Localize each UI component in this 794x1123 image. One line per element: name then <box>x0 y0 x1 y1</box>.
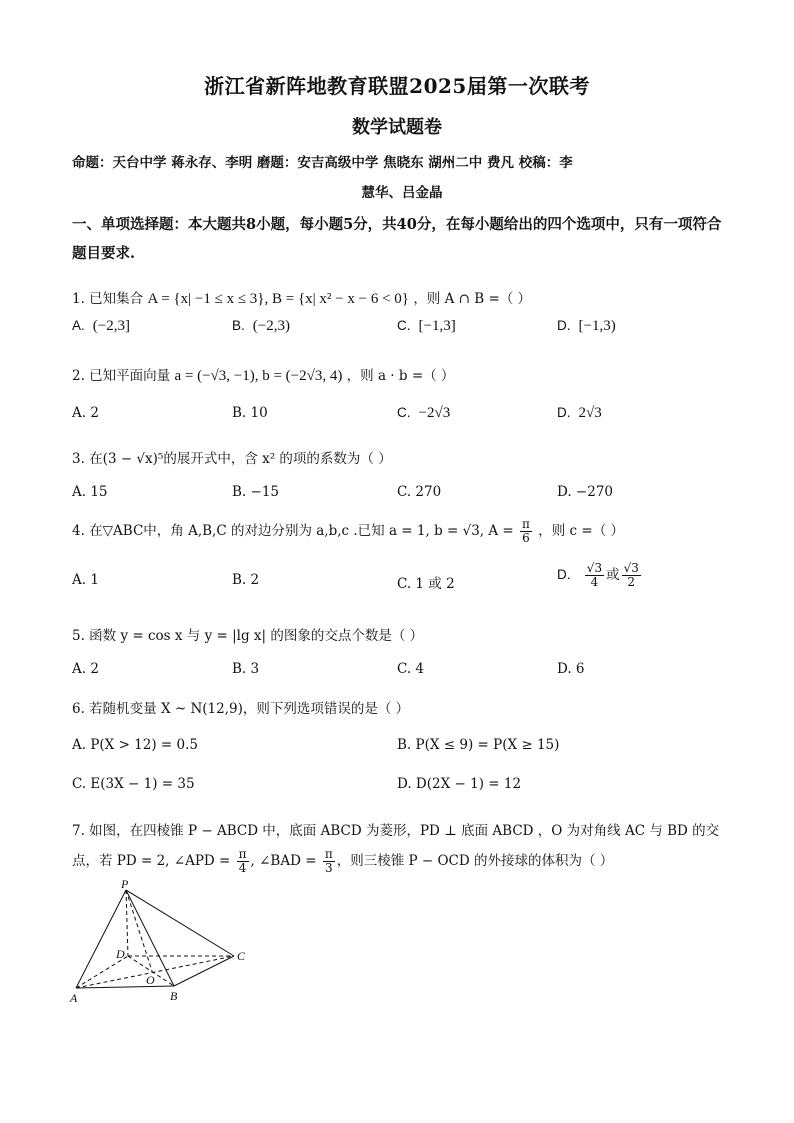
q2-option-d <box>557 405 602 422</box>
question-7 <box>72 816 722 876</box>
label-A: A <box>70 991 78 1005</box>
q3-option-d: D. −270 <box>557 484 614 500</box>
q1-option-b-value: (−2,3) <box>252 318 290 334</box>
q7-line2-mid: , ∠BAD = <box>250 853 317 869</box>
q7-frac1-num: π <box>238 847 247 861</box>
q2-option-c-value: −2√3 <box>418 405 451 421</box>
q4-option-d <box>557 562 643 589</box>
q2-math: a = (−√3, −1), b = (−2√3, 4) <box>174 368 343 384</box>
q1-option-c-value: [−1,3] <box>418 318 456 334</box>
section-title: 一、单项选择题：本大题共8小题，每小题5分，共40分，在每小题给出的四个选项中，只有一项符合题目要求. <box>72 216 722 262</box>
q4-option-d-or: 或 <box>606 567 620 583</box>
q2-option-b: B. 10 <box>232 405 268 421</box>
credits-line1: 命题：天台中学 蒋永存、李明 磨题：安吉高级中学 焦晓东 湖州二中 费凡 校稿：李 <box>72 155 573 171</box>
q4-option-d-letter: D. <box>557 567 571 582</box>
label-C: C <box>237 949 246 963</box>
q1-option-a-letter: A. <box>72 318 85 333</box>
q2-option-c-letter: C. <box>397 405 411 420</box>
q4-fraction <box>520 518 532 545</box>
q4-option-c: C. 1 或 2 <box>397 576 455 592</box>
question-2-options <box>72 405 722 427</box>
edge-PA <box>76 890 126 988</box>
q7-frac1 <box>237 848 249 875</box>
q3-option-a: A. 15 <box>72 484 108 500</box>
q1-option-c <box>397 318 456 335</box>
q4-option-d-frac1 <box>585 562 604 589</box>
q3-option-b: B. −15 <box>232 484 279 500</box>
q4-option-a: A. 1 <box>72 572 99 588</box>
q4-d-frac2-num: √3 <box>623 561 639 575</box>
question-4 <box>72 518 722 545</box>
q6-option-a: A. P(X > 12) = 0.5 <box>72 737 198 753</box>
exam-title: 浙江省新阵地教育联盟2025届第一次联考 <box>204 74 590 98</box>
q3-option-c: C. 270 <box>397 484 442 500</box>
q2-prefix: 2. 已知平面向量 <box>72 368 171 384</box>
q1-option-a-value: (−2,3] <box>92 318 130 334</box>
q1-option-b-letter: B. <box>232 318 245 333</box>
q7-line2 <box>72 846 722 876</box>
question-6: 6. 若随机变量 X ~ N(12,9)，则下列选项错误的是（ ） <box>72 701 410 717</box>
q2-suffix: ，则 a · b =（ ） <box>346 368 455 384</box>
q7-line2-prefix: 点，若 PD = 2, ∠APD = <box>72 853 231 869</box>
q4-frac-num: π <box>522 517 530 531</box>
question-6-options-row1 <box>72 737 722 759</box>
label-D: D <box>116 947 125 961</box>
q1-option-c-letter: C. <box>397 318 411 333</box>
exam-subtitle: 数学试题卷 <box>352 117 442 138</box>
label-O: O <box>146 973 155 987</box>
question-6-options-row2 <box>72 776 722 798</box>
q7-frac2-den: 3 <box>324 861 333 875</box>
q6-option-c: C. E(3X − 1) = 35 <box>72 776 195 792</box>
question-4-options <box>72 561 722 592</box>
question-2 <box>72 364 722 385</box>
q4-option-d-frac2 <box>622 562 641 589</box>
q2-option-a: A. 2 <box>72 405 99 421</box>
q2-option-c <box>397 405 450 422</box>
question-5: 5. 函数 y = cos x 与 y = |lg x| 的图象的交点个数是（ ） <box>72 628 424 644</box>
q4-suffix: ，则 c =（ ） <box>538 523 624 539</box>
q1-option-d-value: [−1,3) <box>578 318 616 334</box>
q5-option-c: C. 4 <box>397 661 425 677</box>
q1-option-d <box>557 318 616 335</box>
q7-line2-suffix: ，则三棱锥 P − OCD 的外接球的体积为（ ） <box>336 853 614 869</box>
pyramid-figure <box>66 878 266 1008</box>
q1-option-a <box>72 318 130 335</box>
q6-option-d: D. D(2X − 1) = 12 <box>397 776 522 792</box>
q4-d-frac1-den: 4 <box>590 575 599 589</box>
question-3-options <box>72 484 722 506</box>
q5-option-a: A. 2 <box>72 661 99 677</box>
credits-line2: 慧华、吕金晶 <box>361 185 443 201</box>
q1-option-d-letter: D. <box>557 318 571 333</box>
q2-option-d-letter: D. <box>557 405 571 420</box>
q5-option-b: B. 3 <box>232 661 260 677</box>
question-5-options <box>72 661 722 683</box>
q4-d-frac1-num: √3 <box>586 561 603 575</box>
q6-option-b: B. P(X ≤ 9) = P(X ≥ 15) <box>397 737 560 753</box>
label-P: P <box>121 878 129 891</box>
q4-prefix: 4. 在▽ABC中，角 A,B,C 的对边分别为 a,b,c .已知 a = 1, b = √3, A = <box>72 523 514 539</box>
q4-frac-den: 6 <box>522 531 530 545</box>
edge-AB <box>76 986 174 988</box>
q7-frac2 <box>323 848 335 875</box>
q7-frac2-num: π <box>324 847 333 861</box>
question-1-options <box>72 318 722 340</box>
q7-line1: 7. 如图，在四棱锥 P − ABCD 中，底面 ABCD 为菱形，PD ⊥ 底面 ABCD ，O 为对角线 AC 与 BD 的交 <box>72 823 720 839</box>
q4-option-b: B. 2 <box>232 572 260 588</box>
question-1 <box>72 287 722 308</box>
q7-frac1-den: 4 <box>238 861 247 875</box>
credits <box>72 148 732 208</box>
edge-PD <box>126 890 128 956</box>
label-B: B <box>170 989 178 1003</box>
diagonal-AC <box>76 956 234 988</box>
q1-prefix: 1. 已知集合 <box>72 291 144 307</box>
question-3: 3. 在(3 − √x)⁵的展开式中，含 x² 的项的系数为（ ） <box>72 451 392 467</box>
q1-math: A = {x| −1 ≤ x ≤ 3}, B = {x| x² − x − 6 < 0} <box>147 291 410 307</box>
segment-PO <box>126 890 152 971</box>
q5-option-d: D. 6 <box>557 661 585 677</box>
edge-BC <box>174 956 234 986</box>
q1-option-b <box>232 318 290 335</box>
q2-option-d-value: 2√3 <box>578 405 602 421</box>
q1-suffix: ，则 A ∩ B =（ ） <box>413 291 532 307</box>
q4-d-frac2-den: 2 <box>627 575 636 589</box>
